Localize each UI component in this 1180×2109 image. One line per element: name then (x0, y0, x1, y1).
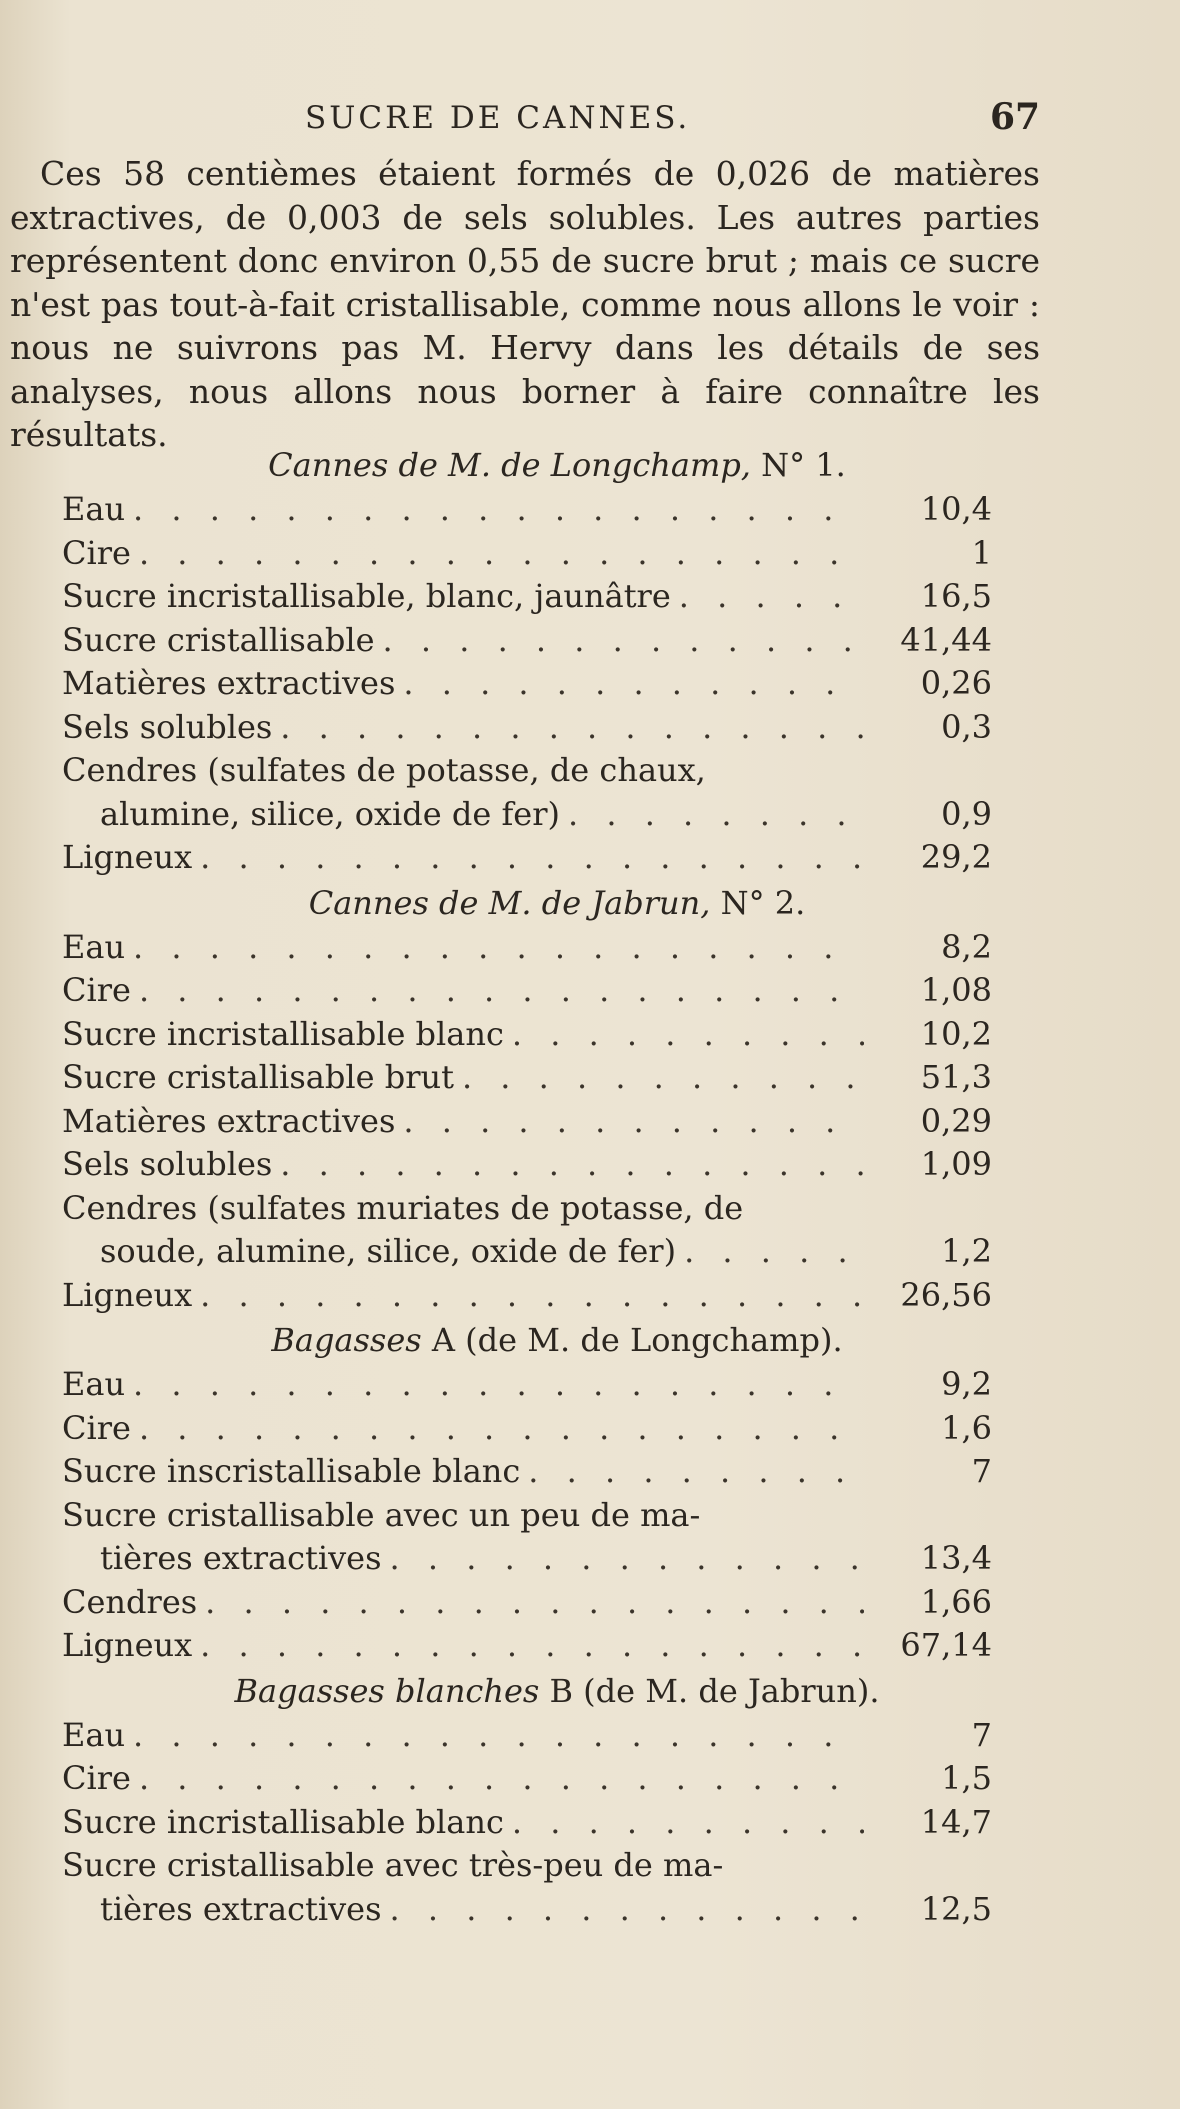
table-row (62, 1187, 1032, 1231)
row-label: Sucre incristallisable blanc (62, 1014, 504, 1053)
table-row (62, 1143, 1032, 1187)
row-label-continuation: tières extractives (100, 1539, 382, 1577)
dot-leader (528, 1450, 864, 1494)
section-title-upright: N° 2. (720, 883, 806, 922)
row-value: 1,09 (920, 1145, 992, 1183)
dot-leader (280, 706, 864, 750)
table-row (62, 1494, 1032, 1538)
table-row-continuation (62, 793, 1032, 837)
table-row (62, 575, 1032, 619)
dot-leader (200, 1624, 864, 1668)
dot-leader (684, 1230, 864, 1274)
section-title-upright: N° 1. (761, 446, 846, 484)
row-value: 0,26 (920, 664, 992, 702)
row-value: 0,9 (941, 794, 992, 833)
section-title-upright: B (de M. de Jabrun). (549, 1671, 880, 1710)
table-row (62, 1100, 1032, 1144)
row-label: Eau (62, 927, 126, 966)
section-title-italic: Bagasses (271, 1321, 422, 1359)
table-row (62, 619, 1032, 663)
row-value: 8,2 (941, 927, 992, 966)
dot-leader (390, 1888, 864, 1932)
row-value: 0,29 (920, 1101, 992, 1140)
table-row (62, 836, 1032, 880)
row-label: Sucre cristallisable (62, 620, 375, 659)
row-label: Sucre cristallisable avec très-peu de ma- (62, 1846, 724, 1884)
section-title (62, 880, 1032, 926)
dot-leader (133, 1714, 864, 1758)
analysis-tables (62, 442, 1032, 1931)
page-number: 67 (990, 96, 1041, 138)
page-header (0, 96, 1180, 150)
dot-leader (462, 1056, 864, 1100)
section-title-italic: Bagasses blanches (234, 1671, 540, 1710)
intro-text: Ces 58 centièmes étaient formés de 0,026 de matières extractives, de 0,003 de sels solubles. Les autres parties représentent donc environ 0,55 de sucre brut ; mais ce sucre n'est pas tout-à-fait cristallisable, comme nous allons le voir : nous ne suivrons pas M. Hervy dans les détails de ses analyses, nous allons nous borner à faire connaître les résultats. (10, 154, 1040, 454)
running-title: SUCRE DE CANNES. (305, 100, 691, 136)
table-row (62, 1581, 1032, 1625)
table-row (62, 488, 1032, 532)
row-label: Eau (62, 1715, 126, 1754)
table-row (62, 706, 1032, 750)
dot-leader (200, 1274, 864, 1318)
table-row (62, 969, 1032, 1013)
row-value: 0,3 (941, 707, 992, 746)
section-title (62, 1668, 1032, 1714)
intro-paragraph (10, 152, 1040, 457)
row-label: Matières extractives (62, 664, 396, 702)
dot-leader (133, 926, 864, 970)
dot-leader (679, 575, 864, 619)
row-label: Ligneux (62, 838, 193, 876)
row-value: 29,2 (920, 838, 992, 876)
row-label-continuation: soude, alumine, silice, oxide de fer) (100, 1232, 677, 1270)
row-value: 1,2 (941, 1232, 992, 1270)
table-row (62, 1363, 1032, 1407)
dot-leader (512, 1013, 864, 1057)
row-label: Matières extractives (62, 1101, 396, 1140)
section-title (62, 442, 1032, 488)
table-row (62, 662, 1032, 706)
row-value: 1,5 (941, 1759, 992, 1797)
row-value: 10,4 (920, 490, 992, 528)
row-label: Sucre cristallisable brut (62, 1058, 454, 1096)
table-row-continuation (62, 1888, 1032, 1932)
row-label: Sucre cristallisable avec un peu de ma- (62, 1495, 701, 1534)
row-value: 1,08 (920, 971, 992, 1009)
row-value: 41,44 (900, 620, 992, 659)
row-value: 13,4 (920, 1539, 992, 1577)
row-label: Sels solubles (62, 707, 273, 746)
section-title-upright: A (de M. de Longchamp). (431, 1321, 843, 1359)
dot-leader (139, 1757, 864, 1801)
table-row (62, 1056, 1032, 1100)
row-label: Ligneux (62, 1275, 193, 1314)
row-label: Sucre incristallisable, blanc, jaunâtre (62, 577, 671, 615)
row-value: 67,14 (900, 1626, 992, 1664)
table-row (62, 1624, 1032, 1668)
row-value: 26,56 (900, 1275, 992, 1314)
dot-leader (568, 793, 864, 837)
dot-leader (403, 1100, 864, 1144)
table-row (62, 1407, 1032, 1451)
row-label-continuation: alumine, silice, oxide de fer) (100, 794, 561, 833)
row-value: 7 (971, 1715, 992, 1754)
table-row (62, 749, 1032, 793)
row-value: 12,5 (920, 1889, 992, 1928)
row-label: Cire (62, 1759, 131, 1797)
row-value: 51,3 (920, 1058, 992, 1096)
table-row (62, 1801, 1032, 1845)
dot-leader (383, 619, 864, 663)
dot-leader (512, 1801, 864, 1845)
section-title (62, 1317, 1032, 1363)
dot-leader (280, 1143, 864, 1187)
row-value: 1 (971, 533, 992, 572)
row-label: Cire (62, 971, 131, 1009)
table-row (62, 532, 1032, 576)
dot-leader (200, 836, 864, 880)
row-value: 14,7 (920, 1802, 992, 1841)
row-label: Sucre inscristallisable blanc (62, 1452, 521, 1490)
dot-leader (139, 532, 864, 576)
dot-leader (205, 1581, 864, 1625)
table-row-continuation (62, 1537, 1032, 1581)
row-value: 1,66 (920, 1582, 992, 1621)
row-label: Eau (62, 490, 126, 528)
row-value: 10,2 (920, 1014, 992, 1053)
table-row (62, 1844, 1032, 1888)
dot-leader (403, 662, 864, 706)
table-row (62, 1714, 1032, 1758)
row-label: Cendres (62, 1582, 198, 1621)
row-label: Cire (62, 533, 131, 572)
dot-leader (133, 1363, 864, 1407)
row-value: 7 (971, 1452, 992, 1490)
row-label: Sucre incristallisable blanc (62, 1802, 504, 1841)
row-label: Ligneux (62, 1626, 193, 1664)
section-title-italic: Cannes de M. de Jabrun, (308, 883, 711, 922)
section-title-italic: Cannes de M. de Longchamp, (268, 446, 751, 484)
table-row (62, 1274, 1032, 1318)
table-row (62, 1757, 1032, 1801)
row-label-continuation: tières extractives (100, 1889, 382, 1928)
dot-leader (133, 488, 864, 532)
row-label: Cendres (sulfates muriates de potasse, de (62, 1188, 744, 1227)
dot-leader (390, 1537, 864, 1581)
dot-leader (139, 969, 864, 1013)
row-label: Sels solubles (62, 1145, 273, 1183)
row-label: Eau (62, 1365, 126, 1403)
row-value: 1,6 (941, 1408, 992, 1447)
row-label: Cendres (sulfates de potasse, de chaux, (62, 751, 706, 789)
row-value: 16,5 (920, 577, 992, 615)
table-row (62, 926, 1032, 970)
table-row (62, 1013, 1032, 1057)
table-row (62, 1450, 1032, 1494)
row-label: Cire (62, 1408, 131, 1447)
dot-leader (139, 1407, 864, 1451)
row-value: 9,2 (941, 1365, 992, 1403)
table-row-continuation (62, 1230, 1032, 1274)
